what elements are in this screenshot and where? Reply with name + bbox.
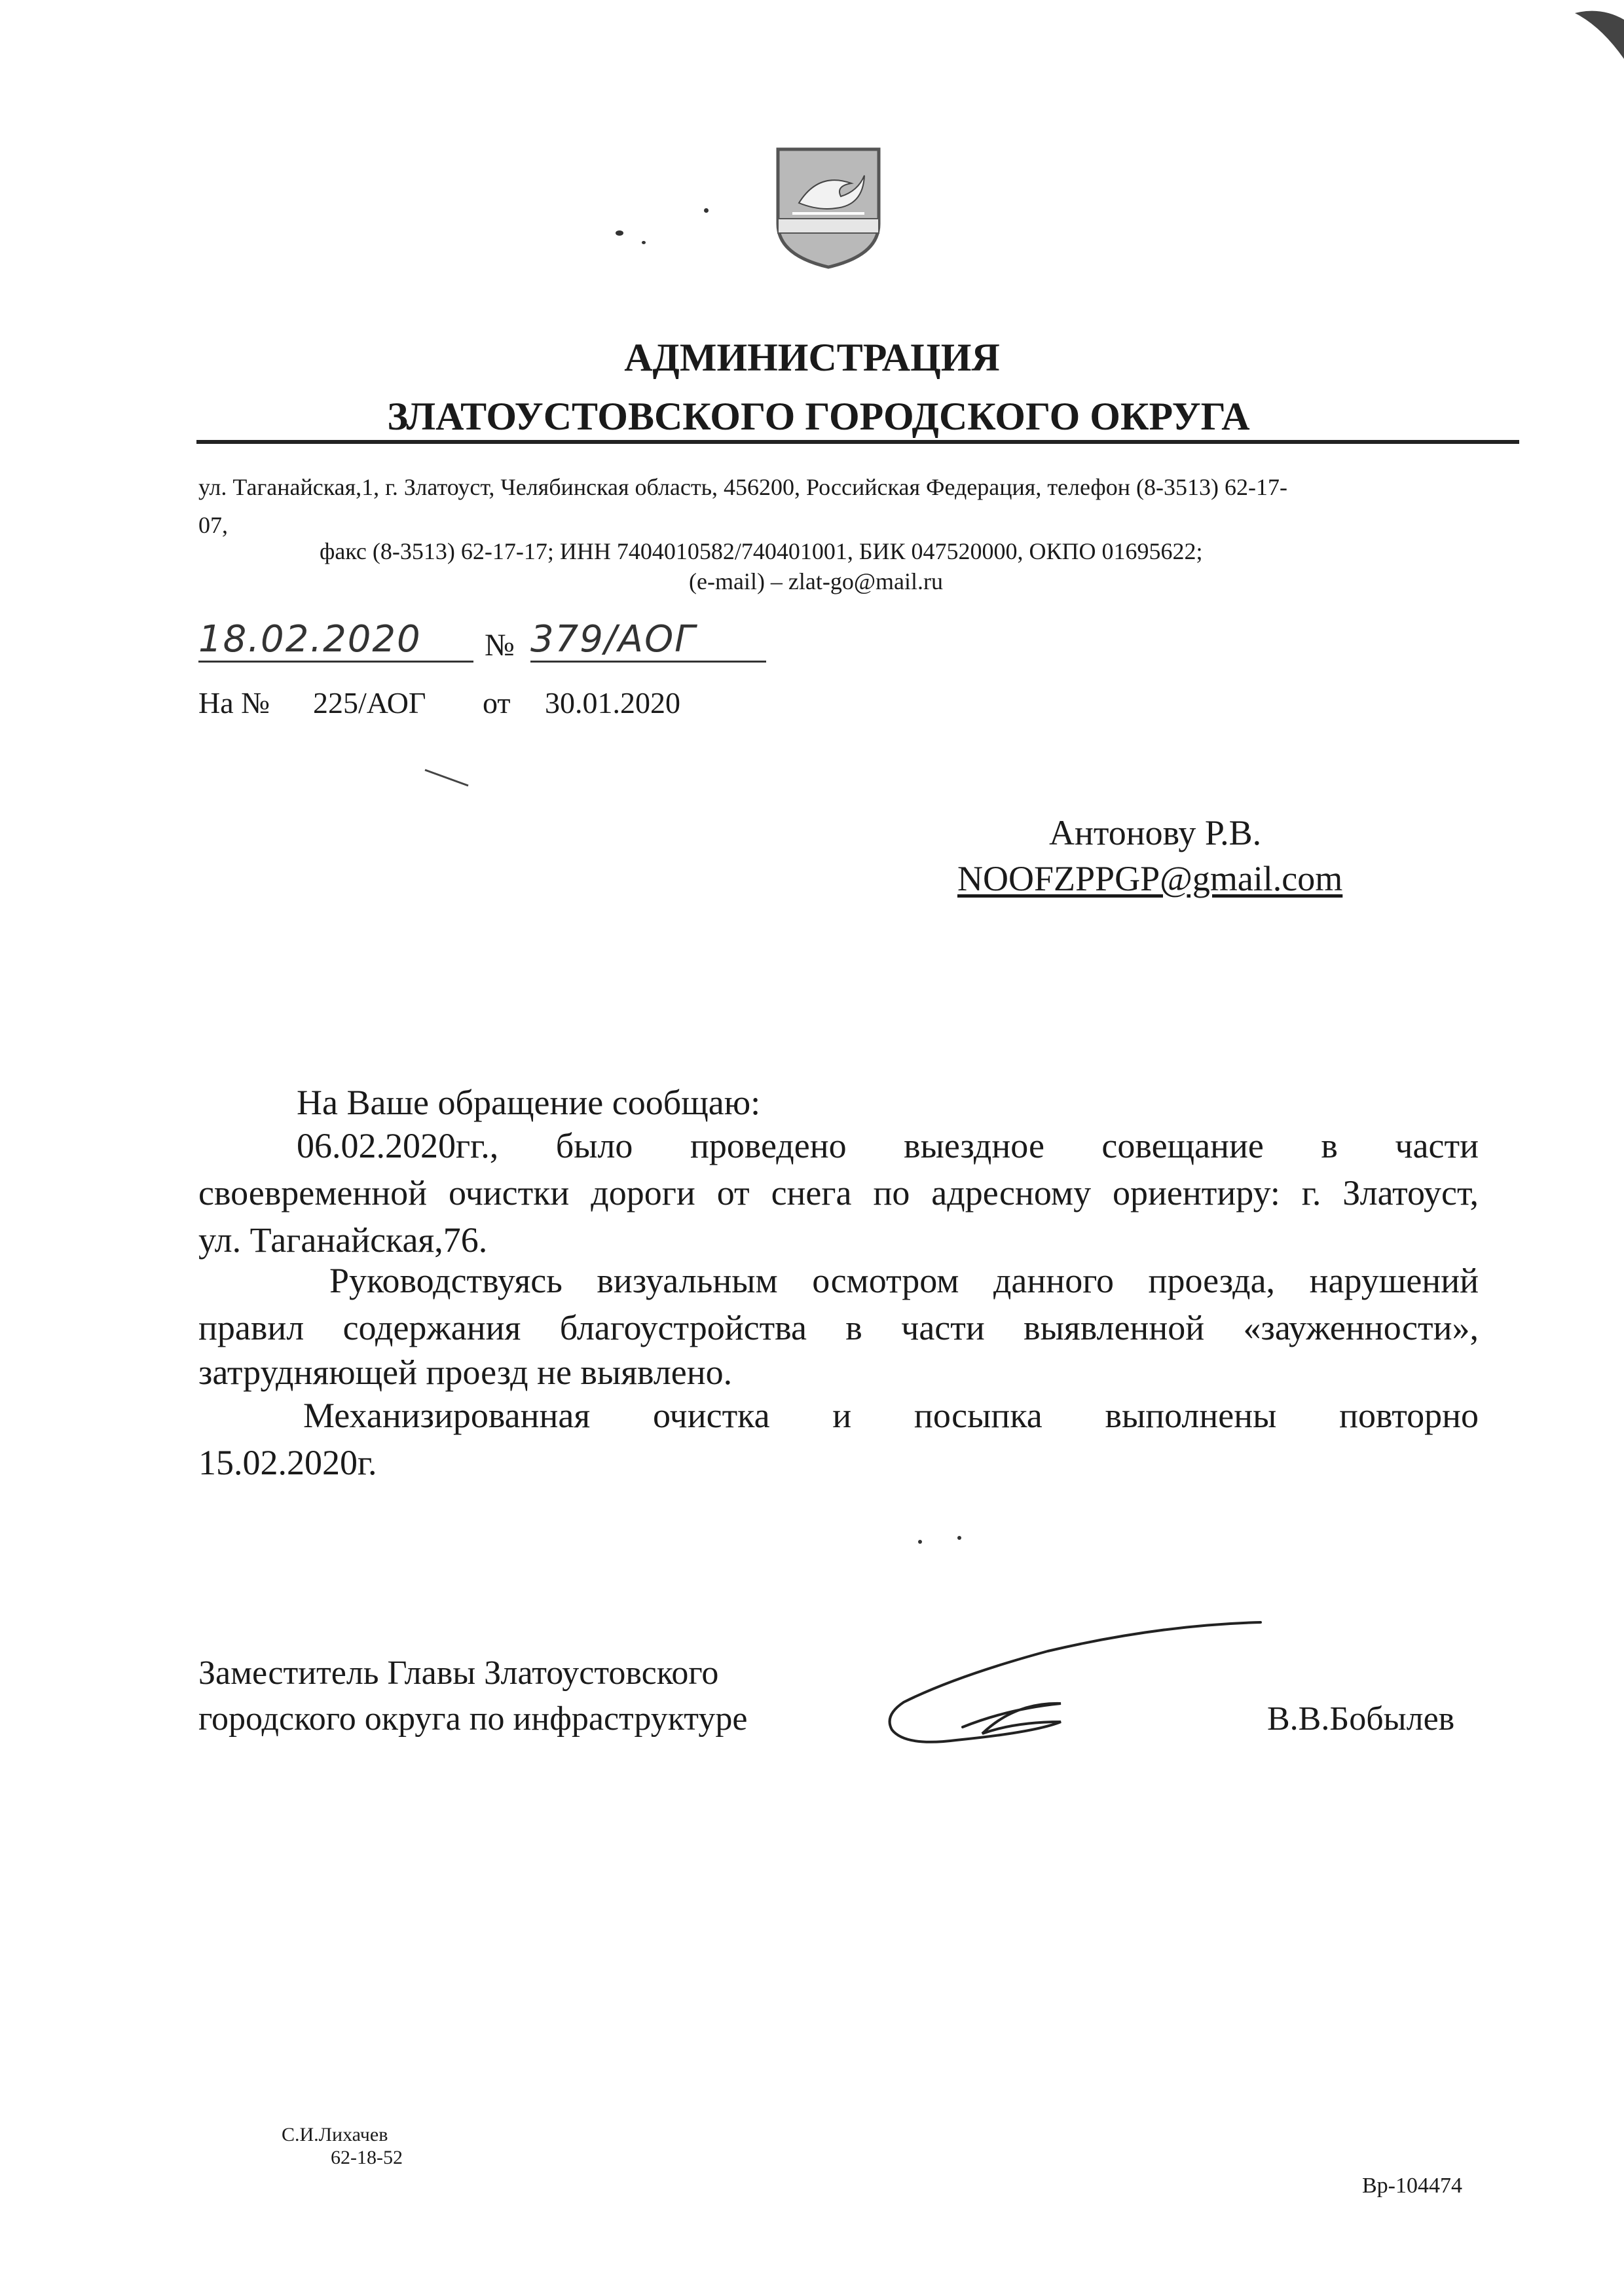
reply-from-label: от [483, 686, 511, 720]
recipient-email-link[interactable]: NOOFZPPGP@gmail.com [957, 859, 1343, 898]
address-line-3: факс (8-3513) 62-17-17; ИНН 7404010582/740401001, БИК 047520000, ОКПО 01695622; [320, 538, 1203, 564]
scan-speck [957, 1536, 961, 1540]
signatory-position-line-2: городского округа по инфраструктуре [198, 1700, 748, 1738]
body-paragraph-2-line-3: затрудняющей проезд не выявлено. [198, 1353, 733, 1392]
body-paragraph-3-line-2: 15.02.2020г. [198, 1443, 377, 1482]
body-paragraph-1-line-2: своевременной очистки дороги от снега по адресному ориентиру: г. Златоуст, [198, 1173, 1479, 1212]
number-sign: № [485, 628, 515, 663]
city-coat-of-arms-icon [773, 145, 884, 270]
handwritten-signature [877, 1611, 1270, 1755]
contact-email-line: (e-mail) – zlat-go@mail.ru [689, 568, 944, 594]
title-line-2: ЗЛАТОУСТОВСКОГО ГОРОДСКОГО ОКРУГА [387, 395, 1250, 438]
body-paragraph-2-line-1: Руководствуясь визуальным осмотром данного проезда, нарушений [329, 1261, 1479, 1300]
signatory-name: В.В.Бобылев [1267, 1700, 1455, 1738]
body-paragraph-1-line-3: ул. Таганайская,76. [198, 1220, 488, 1260]
outgoing-number: 379/АОГ [530, 618, 766, 663]
body-paragraph-2-line-2: правил содержания благоустройства в части выявленной «зауженности», [198, 1308, 1479, 1347]
scan-speck [918, 1540, 922, 1544]
document-code: Вр-104474 [1362, 2174, 1462, 2198]
reply-date: 30.01.2020 [545, 686, 680, 720]
executor-name: С.И.Лихачев [282, 2124, 388, 2145]
title-line-1: АДМИНИСТРАЦИЯ [624, 336, 1000, 379]
recipient-name: Антонову Р.В. [1049, 813, 1262, 852]
executor-phone: 62-18-52 [331, 2147, 403, 2168]
scan-corner-mark [1562, 0, 1624, 79]
reply-label: На № [198, 686, 270, 720]
scan-speck [642, 241, 646, 244]
body-greeting: На Ваше обращение сообщаю: [297, 1083, 761, 1122]
scan-stroke [422, 766, 475, 792]
signatory-position-line-1: Заместитель Главы Златоустовского [198, 1654, 719, 1692]
outgoing-date: 18.02.2020 [198, 618, 473, 663]
header-divider [196, 440, 1519, 444]
scan-speck [616, 230, 623, 236]
address-line-2: 07, [198, 512, 228, 538]
scan-speck [704, 208, 709, 213]
reply-number: 225/АОГ [313, 686, 426, 720]
body-paragraph-3-line-1: Механизированная очистка и посыпка выполнены повторно [303, 1396, 1479, 1435]
body-paragraph-1-line-1: 06.02.2020гг., было проведено выездное совещание в части [297, 1126, 1479, 1165]
address-line-1: ул. Таганайская,1, г. Златоуст, Челябинская область, 456200, Российская Федерация, телефон (8-3513) 62-17- [198, 474, 1287, 500]
